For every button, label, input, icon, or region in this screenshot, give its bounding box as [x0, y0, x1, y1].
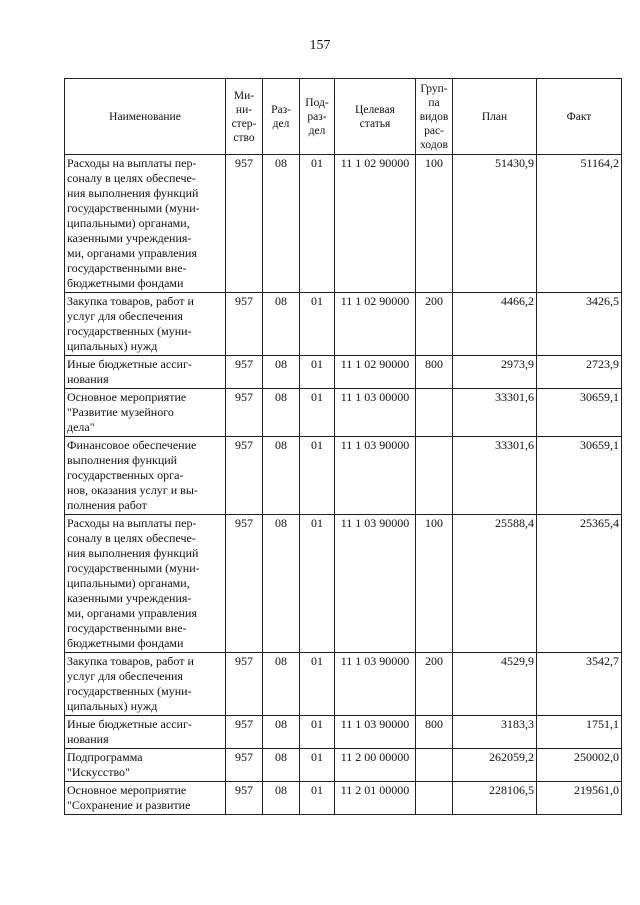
cell-ministry: 957 — [226, 356, 263, 389]
table-row — [65, 293, 622, 356]
cell-subsection: 01 — [300, 653, 335, 716]
cell-target-item: 11 2 00 00000 — [335, 749, 416, 782]
cell-ministry: 957 — [226, 716, 263, 749]
cell-subsection: 01 — [300, 437, 335, 515]
cell-section: 08 — [263, 155, 300, 293]
cell-name: Основное мероприятие "Сохранение и развитие — [65, 782, 226, 815]
cell-ministry: 957 — [226, 749, 263, 782]
cell-section: 08 — [263, 782, 300, 815]
cell-expense-group: 800 — [416, 716, 453, 749]
cell-fact: 219561,0 — [537, 782, 622, 815]
header-subsection: Под- раз- дел — [300, 79, 335, 155]
cell-subsection: 01 — [300, 389, 335, 437]
table-row — [65, 716, 622, 749]
cell-plan: 33301,6 — [453, 389, 537, 437]
header-fact: Факт — [537, 79, 622, 155]
cell-ministry: 957 — [226, 782, 263, 815]
cell-plan: 33301,6 — [453, 437, 537, 515]
cell-name: Закупка товаров, работ и услуг для обеспечения государственных (муни- ципальных) нужд — [65, 293, 226, 356]
cell-name: Закупка товаров, работ и услуг для обеспечения государственных (муни- ципальных) нужд — [65, 653, 226, 716]
cell-plan: 228106,5 — [453, 782, 537, 815]
cell-expense-group: 100 — [416, 155, 453, 293]
cell-plan: 3183,3 — [453, 716, 537, 749]
cell-fact: 25365,4 — [537, 515, 622, 653]
table-row — [65, 782, 622, 815]
header-row — [65, 79, 622, 155]
cell-section: 08 — [263, 653, 300, 716]
cell-expense-group — [416, 389, 453, 437]
cell-plan: 4529,9 — [453, 653, 537, 716]
cell-subsection: 01 — [300, 356, 335, 389]
cell-ministry: 957 — [226, 653, 263, 716]
header-plan: План — [453, 79, 537, 155]
table-row — [65, 356, 622, 389]
header-expense-group: Груп- па видов рас- ходов — [416, 79, 453, 155]
header-name: Наименование — [65, 79, 226, 155]
cell-target-item: 11 1 03 00000 — [335, 389, 416, 437]
cell-ministry: 957 — [226, 437, 263, 515]
header-ministry: Ми- ни- стер- ство — [226, 79, 263, 155]
cell-subsection: 01 — [300, 515, 335, 653]
table-row — [65, 749, 622, 782]
cell-fact: 1751,1 — [537, 716, 622, 749]
cell-name: Расходы на выплаты пер- соналу в целях обеспече- ния выполнения функций государственными (муни- ципальными) органами, казенными учреждения- ми, органами управления государственными вне- бюджетными фондами — [65, 515, 226, 653]
cell-fact: 51164,2 — [537, 155, 622, 293]
cell-section: 08 — [263, 293, 300, 356]
cell-fact: 3542,7 — [537, 653, 622, 716]
cell-target-item: 11 1 02 90000 — [335, 356, 416, 389]
cell-ministry: 957 — [226, 293, 263, 356]
cell-name: Подпрограмма "Искусство" — [65, 749, 226, 782]
table-row — [65, 515, 622, 653]
cell-name: Иные бюджетные ассиг- нования — [65, 716, 226, 749]
cell-name: Основное мероприятие "Развитие музейного дела" — [65, 389, 226, 437]
cell-expense-group — [416, 437, 453, 515]
cell-section: 08 — [263, 389, 300, 437]
cell-target-item: 11 1 02 90000 — [335, 293, 416, 356]
cell-ministry: 957 — [226, 515, 263, 653]
cell-target-item: 11 1 03 90000 — [335, 437, 416, 515]
cell-expense-group: 800 — [416, 356, 453, 389]
header-section: Раз- дел — [263, 79, 300, 155]
table-row — [65, 155, 622, 293]
cell-plan: 2973,9 — [453, 356, 537, 389]
cell-subsection: 01 — [300, 293, 335, 356]
budget-table — [64, 78, 622, 815]
cell-target-item: 11 1 02 90000 — [335, 155, 416, 293]
cell-name: Иные бюджетные ассиг- нования — [65, 356, 226, 389]
cell-expense-group — [416, 782, 453, 815]
cell-expense-group — [416, 749, 453, 782]
cell-fact: 30659,1 — [537, 437, 622, 515]
cell-target-item: 11 2 01 00000 — [335, 782, 416, 815]
cell-subsection: 01 — [300, 782, 335, 815]
cell-fact: 250002,0 — [537, 749, 622, 782]
table-row — [65, 653, 622, 716]
table-row — [65, 389, 622, 437]
cell-ministry: 957 — [226, 155, 263, 293]
cell-fact: 30659,1 — [537, 389, 622, 437]
cell-section: 08 — [263, 749, 300, 782]
cell-plan: 4466,2 — [453, 293, 537, 356]
cell-subsection: 01 — [300, 716, 335, 749]
cell-subsection: 01 — [300, 155, 335, 293]
table-body — [65, 155, 622, 815]
cell-fact: 3426,5 — [537, 293, 622, 356]
page-number: 157 — [309, 38, 331, 53]
cell-target-item: 11 1 03 90000 — [335, 653, 416, 716]
cell-plan: 51430,9 — [453, 155, 537, 293]
cell-expense-group: 200 — [416, 293, 453, 356]
cell-name: Финансовое обеспечение выполнения функций государственных орга- нов, оказания услуг и вы- полнения работ — [65, 437, 226, 515]
cell-target-item: 11 1 03 90000 — [335, 716, 416, 749]
cell-name: Расходы на выплаты пер- соналу в целях обеспече- ния выполнения функций государственными (муни- ципальными) органами, казенными учреждения- ми, органами управления государственными вне- бюджетными фондами — [65, 155, 226, 293]
cell-plan: 262059,2 — [453, 749, 537, 782]
cell-target-item: 11 1 03 90000 — [335, 515, 416, 653]
cell-section: 08 — [263, 437, 300, 515]
cell-section: 08 — [263, 515, 300, 653]
cell-subsection: 01 — [300, 749, 335, 782]
cell-expense-group: 200 — [416, 653, 453, 716]
cell-section: 08 — [263, 356, 300, 389]
table-row — [65, 437, 622, 515]
cell-ministry: 957 — [226, 389, 263, 437]
cell-expense-group: 100 — [416, 515, 453, 653]
header-target-item: Целевая статья — [335, 79, 416, 155]
cell-section: 08 — [263, 716, 300, 749]
cell-fact: 2723,9 — [537, 356, 622, 389]
cell-plan: 25588,4 — [453, 515, 537, 653]
